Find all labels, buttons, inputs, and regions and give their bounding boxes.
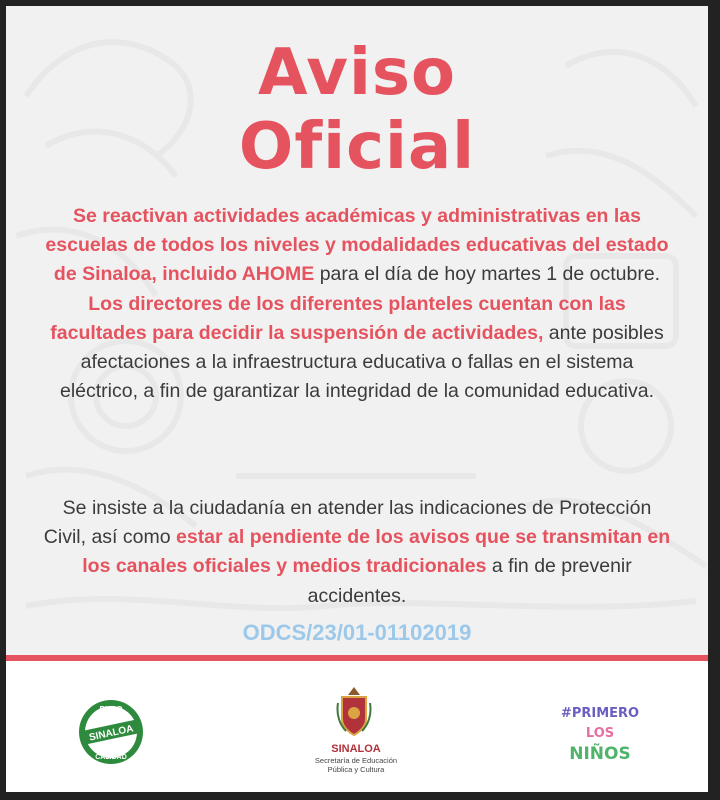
text-date: para el día de hoy martes 1 de octubre.: [314, 263, 661, 286]
highlight-reactivation: Se reactivan actividades académicas y administrativas en las escuelas de todos los niveles y modalidades educativas del estado de Sinaloa, incluido AHOME: [45, 205, 669, 286]
secretaria-line-1: Secretaría de Educación: [314, 756, 398, 765]
title-text: Aviso Oficial: [238, 36, 476, 184]
svg-text:LOS: LOS: [585, 726, 615, 741]
highlight-directors: Los directores de los diferentes planteles cuentan con las facultades para decidir la suspensión de actividades,: [50, 292, 626, 344]
sinaloa-coat-of-arms: [336, 685, 372, 739]
secretaria-label: [276, 756, 436, 774]
primero-los-ninos-logo: [558, 701, 642, 767]
document-code-text: ODCS/23/01-01102019: [242, 620, 472, 645]
footer-logos: [6, 661, 708, 792]
sinaloa-label: SINALOA: [331, 743, 381, 755]
svg-text:NIÑOS: NIÑOS: [569, 744, 631, 764]
puro-sinaloa-logo: [76, 697, 146, 767]
text-civil-protection: Se insiste a la ciudadanía en atender las indicaciones de Protección Civil, así como: [43, 497, 652, 549]
text-reasons: ante posibles afectaciones a la infraestructura educativa o fallas en el sistema eléctrico, a fin de garantizar la integridad de la comunidad educativa.: [59, 321, 664, 403]
notice-paragraph-2: [42, 494, 672, 611]
page-title: [6, 36, 708, 184]
svg-text:SINALOA: SINALOA: [88, 723, 135, 744]
notice-card: [6, 6, 708, 792]
notice-paragraph-1: [42, 202, 672, 406]
document-code: [6, 620, 708, 646]
svg-text:#PRIMERO: #PRIMERO: [560, 706, 640, 721]
secretaria-line-2: Pública y Cultura: [327, 765, 385, 774]
text-prevent-accidents: a fin de prevenir accidentes.: [307, 555, 632, 607]
svg-text:CALIDAD: CALIDAD: [95, 754, 127, 761]
highlight-official-channels: estar al pendiente de los avisos que se transmitan en los canales oficiales y medios tradicionales: [82, 526, 671, 578]
svg-text:PURO: PURO: [99, 705, 123, 714]
